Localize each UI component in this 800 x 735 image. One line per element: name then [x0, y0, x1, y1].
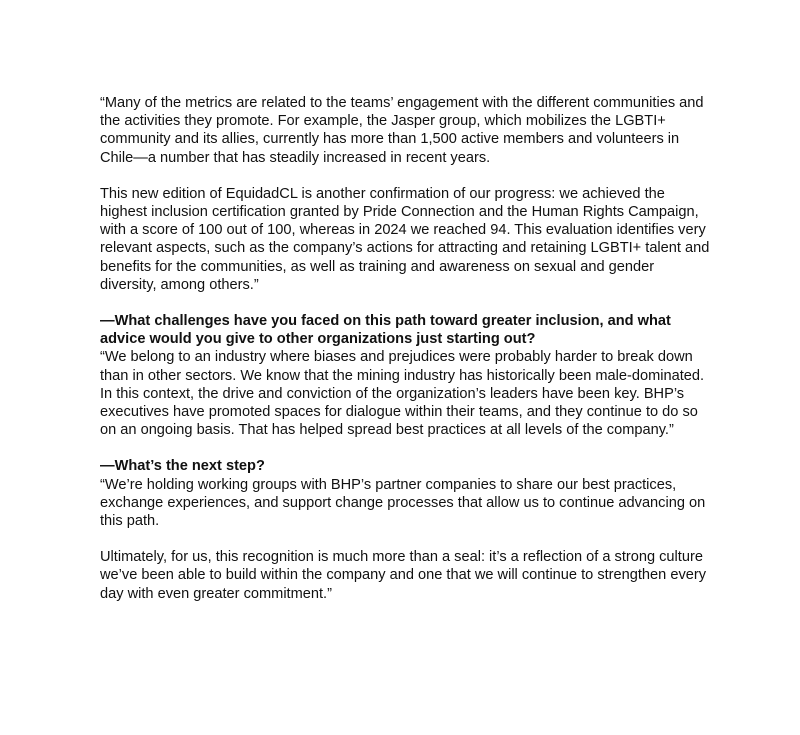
question-challenges: —What challenges have you faced on this path toward greater inclusion, and what advice would you give to other organizations just starting out? [100, 313, 671, 348]
question-next-step: —What’s the next step? [100, 458, 265, 475]
qa-block-next-step [100, 457, 710, 530]
document-body [100, 94, 710, 621]
closing-paragraph: Ultimately, for us, this recognition is much more than a seal: it’s a reflection of a strong culture we’ve been able to build within the company and one that we will continue to strengthen every day with even greater commitment.” [100, 549, 707, 602]
intro-paragraph-1: “Many of the metrics are related to the teams’ engagement with the different communities and the activities they promote. For example, the Jasper group, which mobilizes the LGBTI+ community and its allies, currently has more than 1,500 active members and volunteers in Chile—a number that has steadily increased in recent years. [100, 95, 704, 166]
answer-challenges: “We belong to an industry where biases and prejudices were probably harder to break down than in other sectors. We know that the mining industry has historically been male-dominated. In this context, the drive and conviction of the organization’s leaders have been key. BHP’s executives have promoted spaces for dialogue within their teams, and they continue to do so on an ongoing basis. That has helped spread best practices at all levels of the company.” [100, 349, 705, 439]
qa-block-challenges [100, 312, 710, 439]
answer-next-step: “We’re holding working groups with BHP’s partner companies to share our best practices, exchange experiences, and support change processes that allow us to continue advancing on this path. [100, 476, 706, 530]
intro-paragraph-2: This new edition of EquidadCL is another confirmation of our progress: we achieved the highest inclusion certification granted by Pride Connection and the Human Rights Campaign, with a score of 100 out of 100, whereas in 2024 we reached 94. This evaluation identifies very relevant aspects, such as the company’s actions for attracting and retaining LGBTI+ talent and benefits for the communities, as well as training and awareness on sexual and gender diversity, among others.” [100, 185, 710, 293]
